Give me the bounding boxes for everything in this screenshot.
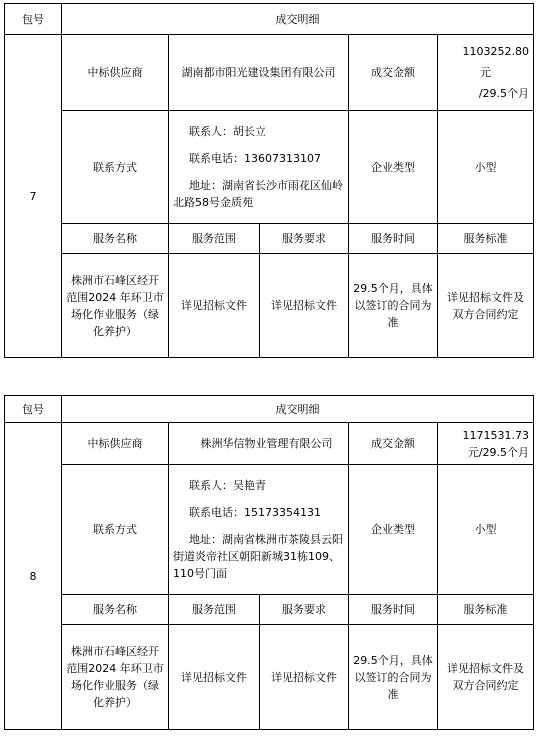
service-name-header: 服务名称 [62, 224, 169, 254]
service-scope-header: 服务范围 [169, 224, 260, 254]
enterprise-type-label: 企业类型 [349, 465, 438, 595]
contact-person: 联系人：胡长立 [189, 125, 266, 138]
service-scope-value: 详见招标文件 [169, 254, 260, 358]
service-standard-header: 服务标准 [438, 595, 534, 625]
enterprise-type-label: 企业类型 [349, 111, 438, 224]
amount-value [438, 423, 534, 465]
service-name-header: 服务名称 [62, 595, 169, 625]
service-time-header: 服务时间 [349, 595, 438, 625]
contact-details [169, 465, 349, 595]
service-standard-value: 详见招标文件及双方合同约定 [438, 254, 534, 358]
service-requirement-value: 详见招标文件 [260, 625, 349, 730]
enterprise-type-value: 小型 [438, 465, 534, 595]
enterprise-type-value: 小型 [438, 111, 534, 224]
service-standard-value: 详见招标文件及双方合同约定 [438, 625, 534, 730]
supplier-name: 湖南都市阳光建设集团有限公司 [169, 35, 349, 111]
contact-address: 地址：湖南省长沙市雨花区仙岭北路58号金质苑 [173, 179, 343, 209]
deal-detail-header: 成交明细 [62, 4, 534, 35]
service-scope-header: 服务范围 [169, 595, 260, 625]
service-time-header: 服务时间 [349, 224, 438, 254]
package-no-header: 包号 [5, 4, 62, 35]
service-name-value: 株洲市石峰区经开范围2024 年环卫市场化作业服务（绿化养护） [62, 625, 169, 730]
service-time-value: 29.5个月，具体以签订的合同为准 [349, 254, 438, 358]
contact-details [169, 111, 349, 224]
contact-label: 联系方式 [62, 111, 169, 224]
deal-table-package-8 [4, 395, 534, 730]
package-no-header: 包号 [5, 396, 62, 423]
service-requirement-header: 服务要求 [260, 224, 349, 254]
deal-detail-header: 成交明细 [62, 396, 534, 423]
contact-person: 联系人：吴艳青 [189, 479, 266, 492]
amount-label: 成交金额 [349, 35, 438, 111]
service-requirement-header: 服务要求 [260, 595, 349, 625]
service-name-value: 株洲市石峰区经开范围2024 年环卫市场化作业服务（绿化养护） [62, 254, 169, 358]
contact-phone: 联系电话：13607313107 [189, 152, 321, 165]
contact-address: 地址：湖南省株洲市茶陵县云阳街道炎帝社区朝阳新城31栋109、110号门面 [173, 533, 343, 580]
amount-unit: 元 [480, 66, 492, 79]
contact-phone: 联系电话：15173354131 [189, 506, 321, 519]
supplier-label: 中标供应商 [62, 423, 169, 465]
amount-number: 1171531.73 [462, 428, 530, 442]
amount-unit: 元/29.5个月 [467, 445, 530, 459]
service-requirement-value: 详见招标文件 [260, 254, 349, 358]
amount-period: /29.5个月 [478, 87, 530, 100]
supplier-name: 株洲华信物业管理有限公司 [169, 423, 349, 465]
deal-table-package-7 [4, 3, 534, 358]
supplier-label: 中标供应商 [62, 35, 169, 111]
amount-number: 1103252.80 [462, 45, 530, 58]
service-standard-header: 服务标准 [438, 224, 534, 254]
amount-value [438, 35, 534, 111]
service-scope-value: 详见招标文件 [169, 625, 260, 730]
package-number: 8 [5, 423, 62, 730]
amount-label: 成交金额 [349, 423, 438, 465]
service-time-value: 29.5个月，具体以签订的合同为准 [349, 625, 438, 730]
package-number: 7 [5, 35, 62, 358]
contact-label: 联系方式 [62, 465, 169, 595]
